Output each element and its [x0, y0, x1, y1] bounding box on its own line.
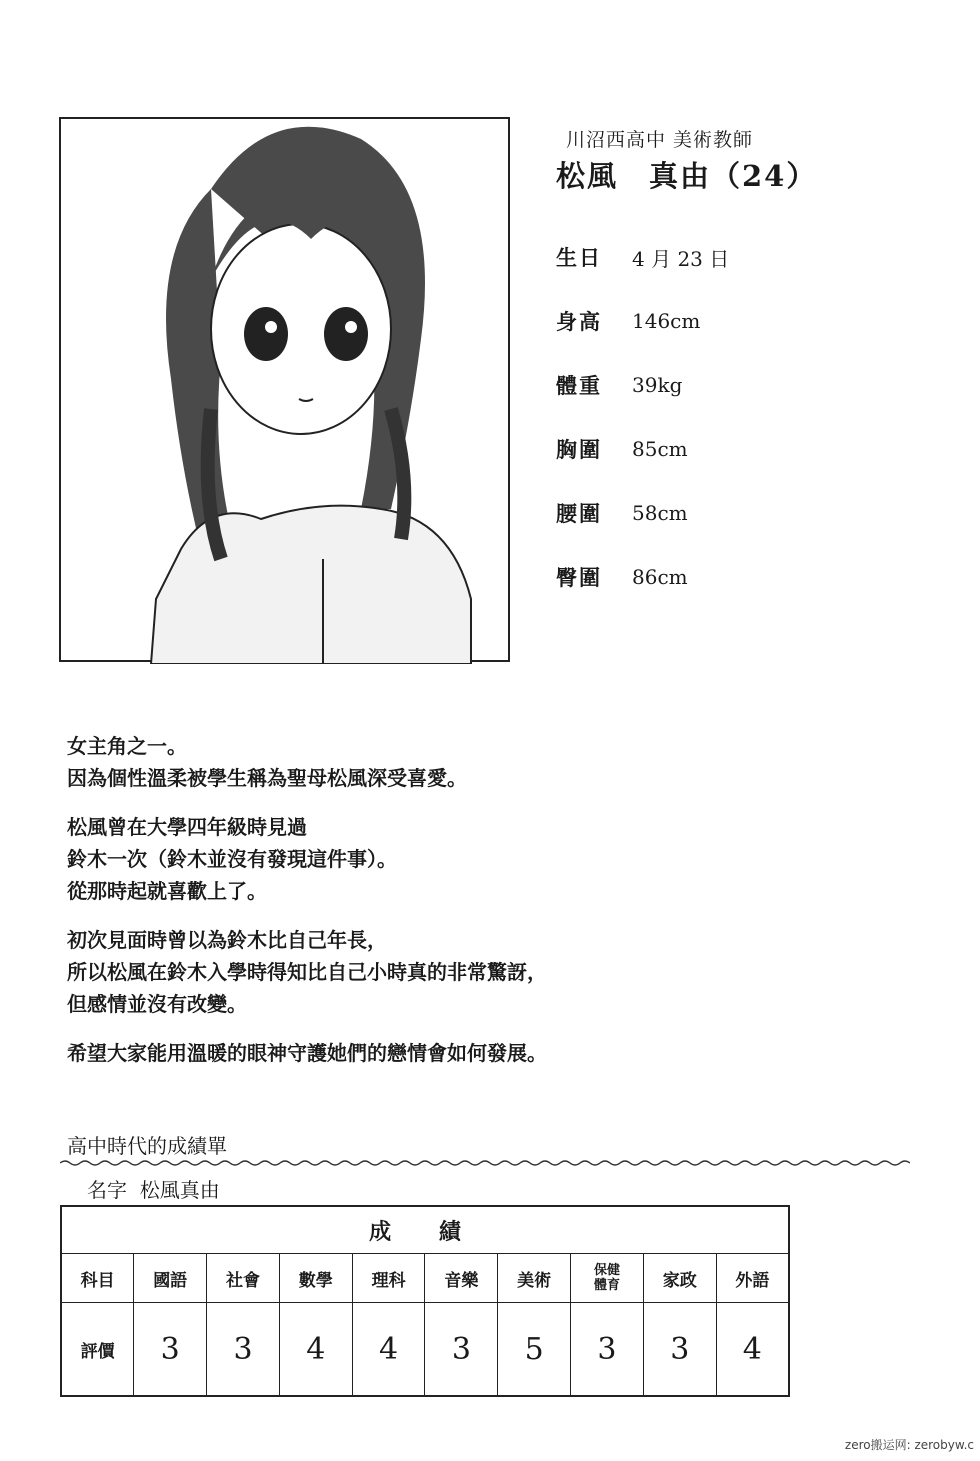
subject-cell: 理科 [352, 1254, 425, 1303]
stat-label: 身高 [556, 309, 602, 334]
stat-value: 146cm [632, 309, 701, 333]
subject-pe-bottom: 體育 [593, 1278, 620, 1293]
report-card-table [60, 1205, 790, 1397]
subject-header: 科目 [61, 1254, 134, 1303]
bio-line: 女主角之一。 [67, 734, 187, 758]
subject-cell: 國語 [134, 1254, 207, 1303]
subject-pe-top: 保健 [593, 1263, 620, 1278]
stat-label: 臀圍 [556, 565, 602, 590]
character-name: 松風 真由（24） [556, 159, 818, 193]
grade-cell: 3 [643, 1303, 716, 1397]
grade-cell: 3 [134, 1303, 207, 1397]
stat-label: 胸圍 [556, 437, 602, 462]
character-illustration-icon [61, 79, 512, 664]
bio-paragraph [67, 1037, 547, 1069]
grade-header: 評價 [61, 1303, 134, 1397]
subject-cell: 音樂 [425, 1254, 498, 1303]
bio-line: 從那時起就喜歡上了。 [67, 879, 267, 903]
profile-block [556, 125, 817, 609]
table-caption: 成 績 [61, 1206, 789, 1254]
bio-line: 因為個性溫柔被學生稱為聖母松風深受喜愛。 [67, 766, 467, 790]
grade-cell: 4 [279, 1303, 352, 1397]
subject-cell: 社會 [207, 1254, 280, 1303]
character-portrait [59, 117, 510, 662]
affiliation: 川沼西高中 美術教師 [566, 129, 754, 151]
grade-row [61, 1303, 789, 1397]
grade-cell: 5 [498, 1303, 571, 1397]
report-card-heading: 高中時代的成績單 [67, 1134, 227, 1158]
stat-value: 85cm [632, 437, 688, 461]
character-bio [67, 730, 547, 1086]
name-label: 名字 [87, 1178, 127, 1202]
subject-cell: 家政 [643, 1254, 716, 1303]
stats-list [556, 225, 817, 609]
report-name-row [87, 1174, 220, 1203]
stat-weight [556, 353, 817, 417]
bio-line: 初次見面時曾以為鈴木比自己年長， [67, 928, 387, 952]
grade-cell: 3 [571, 1303, 644, 1397]
subject-cell: 數學 [279, 1254, 352, 1303]
stat-label: 生日 [556, 245, 602, 270]
wavy-divider [60, 1158, 910, 1168]
grade-cell: 3 [207, 1303, 280, 1397]
stat-height [556, 289, 817, 353]
name-value: 松風真由 [139, 1178, 220, 1202]
stat-waist [556, 481, 817, 545]
subject-cell: 外語 [716, 1254, 789, 1303]
bio-line: 鈴木一次（鈴木並沒有發現這件事）。 [67, 847, 397, 871]
bio-line: 所以松風在鈴木入學時得知比自己小時真的非常驚訝， [67, 960, 547, 984]
stat-value: 4 月 23 日 [632, 246, 730, 271]
stat-value: 58cm [632, 501, 688, 525]
subject-row [61, 1254, 789, 1303]
subject-cell: 美術 [498, 1254, 571, 1303]
grade-cell: 4 [352, 1303, 425, 1397]
bio-line: 希望大家能用溫暖的眼神守護她們的戀情會如何發展。 [67, 1041, 547, 1065]
bio-paragraph [67, 811, 547, 907]
grade-cell: 3 [425, 1303, 498, 1397]
bio-line: 松風曾在大學四年級時見過 [67, 815, 307, 839]
bio-line: 但感情並沒有改變。 [67, 992, 247, 1016]
stat-label: 體重 [556, 373, 602, 398]
stat-hip [556, 545, 817, 609]
bio-paragraph [67, 730, 547, 794]
watermark: zero搬运网: zerobyw.c [844, 1438, 974, 1452]
table-caption-row [61, 1206, 789, 1254]
stat-label: 腰圍 [556, 501, 602, 526]
stat-bust [556, 417, 817, 481]
grade-cell: 4 [716, 1303, 789, 1397]
stat-birthday [556, 225, 817, 289]
stat-value: 86cm [632, 565, 688, 589]
bio-paragraph [67, 924, 547, 1020]
subject-cell-pe [571, 1254, 644, 1303]
stat-value: 39kg [632, 373, 683, 397]
